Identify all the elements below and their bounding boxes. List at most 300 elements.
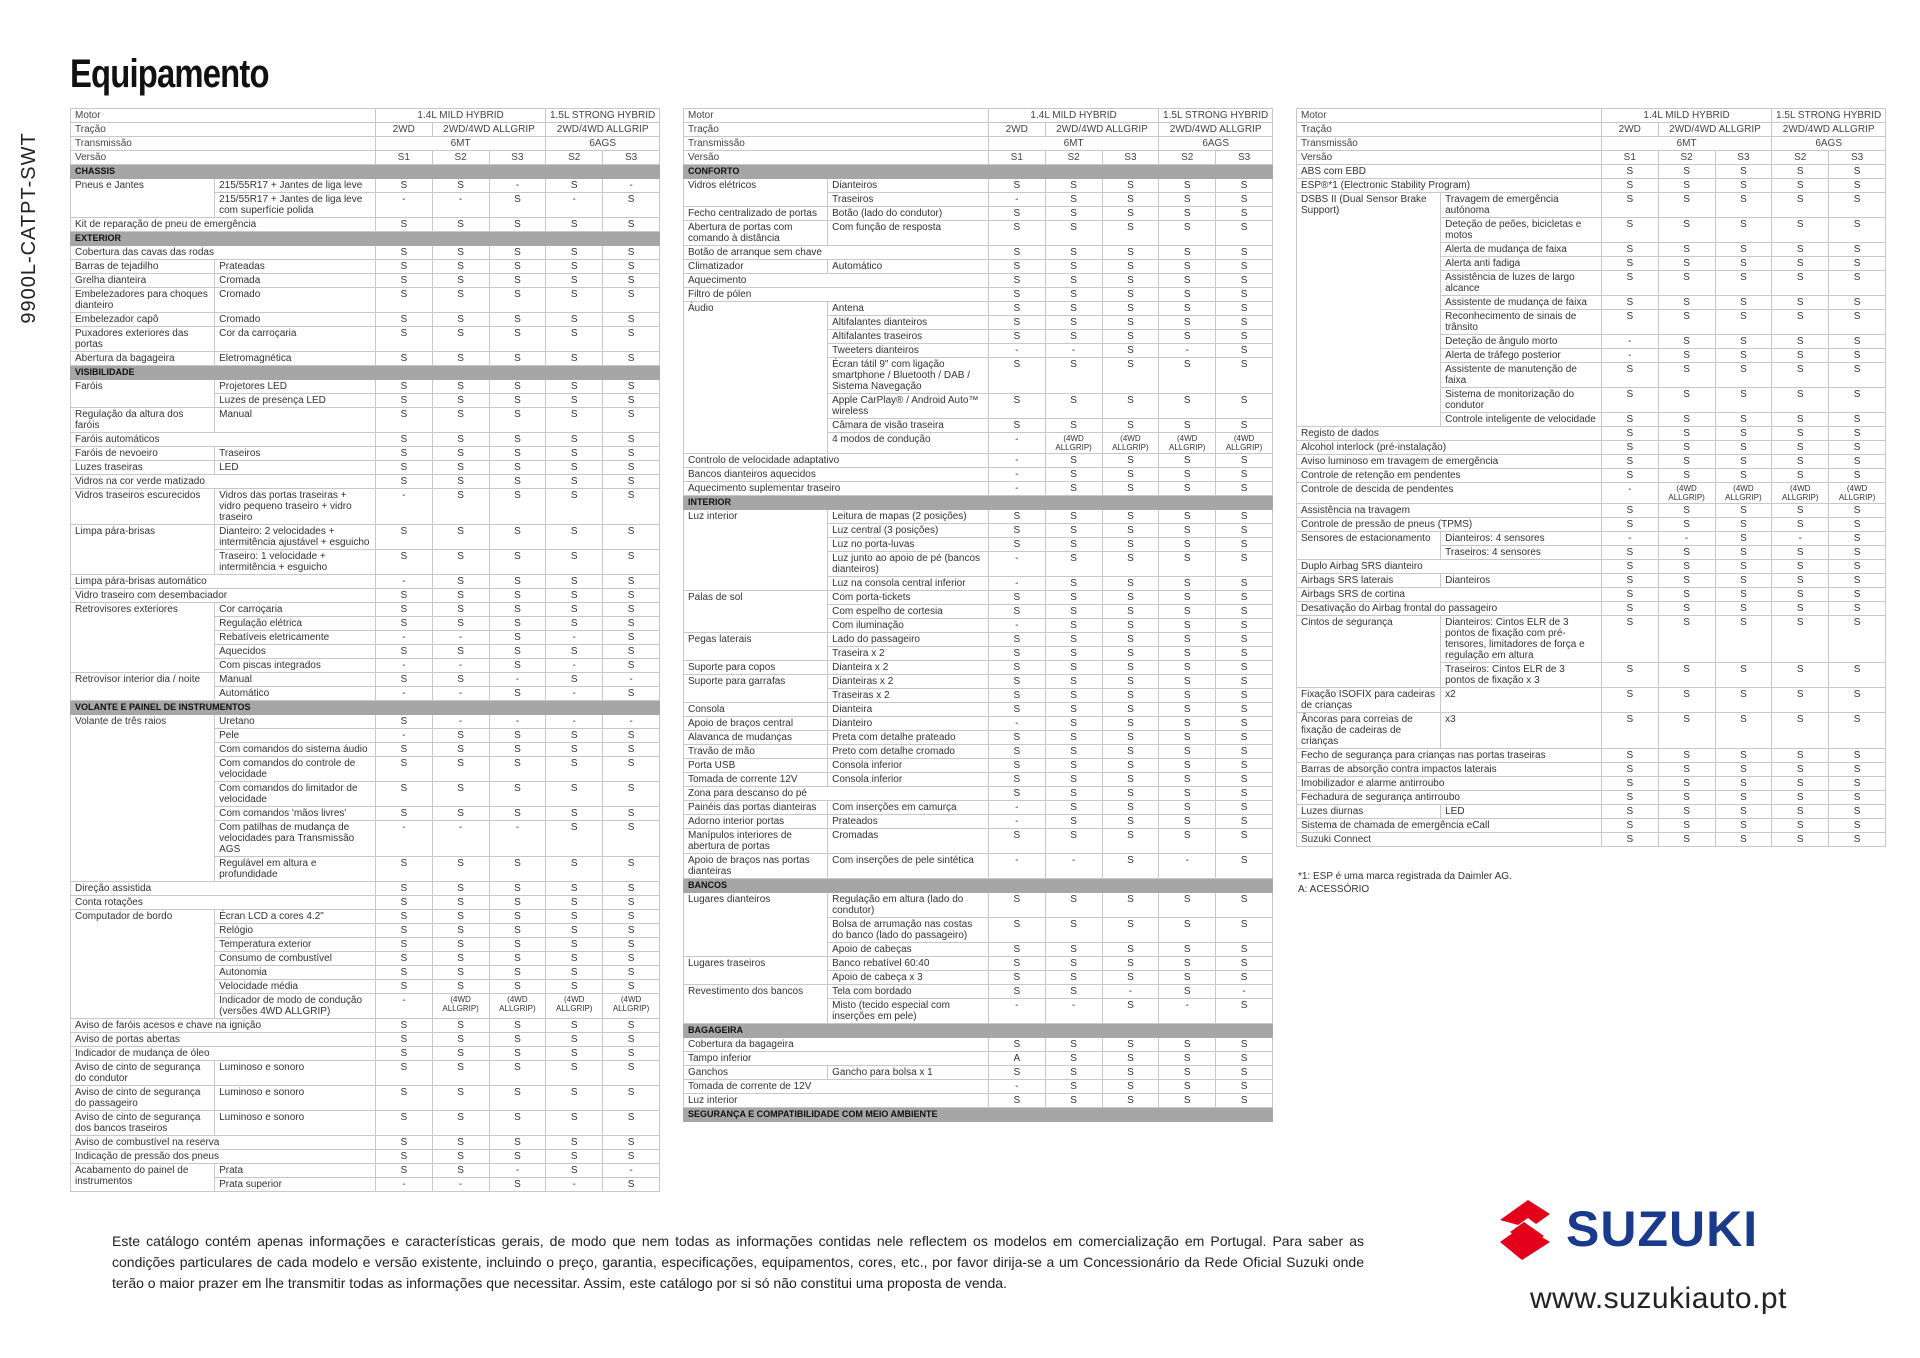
spec-value: S [1159,689,1216,703]
spec-value: S [603,687,660,701]
spec-value: S [988,829,1045,854]
spec-value: S [1045,815,1102,829]
header-row-tracao [684,123,1273,137]
spec-label: Travão de mão [684,745,828,759]
spec-value: S [1658,441,1715,455]
spec-value: S [1658,218,1715,243]
spec-value: S [1829,749,1886,763]
spec-value: S [432,617,489,631]
spec-value: S [603,857,660,882]
spec-value: S [1045,394,1102,419]
spec-label: Vidros traseiros escurecidos [71,489,215,525]
spec-value: S [1102,854,1159,879]
catalog-code-text: 9900L-CATPT-SWT [18,132,40,324]
spec-row [71,288,660,313]
spec-label: Pneus e Jantes [71,179,215,218]
spec-value: S [1216,773,1273,787]
spec-value: S [1102,454,1159,468]
spec-detail: Reconhecimento de sinais de trânsito [1441,310,1602,335]
spec-value: S [1715,310,1772,335]
spec-value: S [546,603,603,617]
spec-value: S [546,327,603,352]
spec-value: S [603,589,660,603]
spec-value: S [375,1136,432,1150]
spec-row [71,1033,660,1047]
spec-row [1297,179,1886,193]
spec-value: S [432,952,489,966]
spec-value: S [1601,257,1658,271]
header-row-motor [71,109,660,123]
section-header [684,165,1273,179]
spec-value: S [1102,344,1159,358]
spec-value: S [603,1033,660,1047]
spec-value: S [546,1136,603,1150]
spec-value: - [489,179,546,193]
spec-label: Âncoras para correias de fixação de cadeiras de crianças [1297,713,1441,749]
spec-column-3 [1296,108,1886,847]
spec-value: S [1102,971,1159,985]
spec-row [1297,441,1886,455]
spec-label: Adorno interior portas [684,815,828,829]
spec-value: - [1159,854,1216,879]
header-row-versao [1297,151,1886,165]
spec-value: S [1102,1094,1159,1108]
spec-value: S [1772,349,1829,363]
spec-value: S [1772,833,1829,847]
spec-detail: Com comandos 'mãos livres' [215,807,376,821]
spec-value: S [988,745,1045,759]
spec-value: S [603,743,660,757]
spec-value: S [1715,588,1772,602]
header-version: S2 [1159,151,1216,165]
spec-value: S [546,246,603,260]
footnotes [1298,870,1512,896]
website-url[interactable]: www.suzukiauto.pt [1530,1282,1787,1315]
spec-label: Luz interior [684,510,828,591]
spec-value: S [1216,854,1273,879]
spec-value: S [1159,207,1216,221]
spec-value: S [432,782,489,807]
spec-label: Controle de descida de pendentes [1297,483,1602,504]
header-row-tracao [71,123,660,137]
spec-label: Barras de tejadilho [71,260,215,274]
spec-value: S [432,938,489,952]
spec-detail: Autonomia [215,966,376,980]
spec-value: S [1102,918,1159,943]
spec-value: S [489,193,546,218]
spec-value: - [489,821,546,857]
spec-value: S [603,218,660,232]
spec-value: - [1601,532,1658,546]
spec-value: S [988,893,1045,918]
spec-value: S [603,1178,660,1192]
spec-value: S [1159,179,1216,193]
spec-value: S [988,207,1045,221]
spec-value: - [375,631,432,645]
spec-value: S [546,821,603,857]
spec-value: S [1102,661,1159,675]
spec-value: S [1045,454,1102,468]
spec-value: S [489,952,546,966]
spec-value: S [1601,833,1658,847]
spec-value: S [1601,388,1658,413]
spec-value: S [432,408,489,433]
spec-value: S [988,358,1045,394]
spec-value: S [1658,349,1715,363]
spec-value: - [432,631,489,645]
spec-value: S [375,1150,432,1164]
spec-value: S [1102,468,1159,482]
spec-label: Luzes diurnas [1297,805,1441,819]
spec-value: S [1772,819,1829,833]
spec-column-1 [70,108,660,1192]
spec-value: S [432,179,489,193]
spec-label: Faróis [71,380,215,408]
spec-value: S [375,327,432,352]
spec-value: S [1102,829,1159,854]
spec-value: S [1829,833,1886,847]
spec-detail: Leitura de mapas (2 posições) [828,510,989,524]
spec-value: S [489,1019,546,1033]
spec-value: S [1216,288,1273,302]
spec-detail: Automático [215,687,376,701]
spec-value: S [1216,661,1273,675]
spec-value: S [1601,296,1658,310]
header-row-versao [71,151,660,165]
spec-row [684,1038,1273,1052]
spec-value: (4WD ALLGRIP) [432,994,489,1019]
spec-detail: Dianteira x 2 [828,661,989,675]
spec-value: S [1045,943,1102,957]
spec-detail: Dianteira [828,703,989,717]
spec-row [71,475,660,489]
spec-value: - [603,673,660,687]
spec-value: S [1772,518,1829,532]
section-title: BAGAGEIRA [684,1024,1273,1038]
spec-value: S [1102,302,1159,316]
spec-label: Aviso luminoso em travagem de emergência [1297,455,1602,469]
spec-value: S [1045,179,1102,193]
spec-value: S [1159,1038,1216,1052]
spec-value: S [988,510,1045,524]
spec-value: S [375,896,432,910]
spec-value: S [375,807,432,821]
spec-value: S [1045,274,1102,288]
spec-value: (4WD ALLGRIP) [1715,483,1772,504]
spec-value: S [988,943,1045,957]
suzuki-s-mark-icon [1500,1200,1550,1260]
spec-value: S [375,589,432,603]
spec-value: S [1159,717,1216,731]
spec-value: S [1715,749,1772,763]
spec-value: S [432,924,489,938]
spec-detail: Traseiros [215,447,376,461]
spec-detail: Com função de resposta [828,221,989,246]
spec-value: S [603,1086,660,1111]
spec-value: S [1829,518,1886,532]
spec-value: S [1715,805,1772,819]
header-2wd: 2WD [988,123,1045,137]
spec-value: - [988,482,1045,496]
spec-label: Tomada de corrente 12V [684,773,828,787]
spec-value: S [546,550,603,575]
spec-detail: x3 [1441,713,1602,749]
spec-value: - [1601,483,1658,504]
spec-value: S [1601,243,1658,257]
spec-value: S [546,447,603,461]
spec-label: Zona para descanso do pé [684,787,989,801]
spec-value: - [375,687,432,701]
spec-value: S [1715,763,1772,777]
spec-label: Aviso de faróis acesos e chave na ignição [71,1019,376,1033]
spec-value: S [432,475,489,489]
spec-value: S [1045,703,1102,717]
spec-value: S [1772,588,1829,602]
spec-value: S [1045,633,1102,647]
spec-value: S [432,525,489,550]
spec-value: S [1601,805,1658,819]
spec-value: S [1829,427,1886,441]
spec-value: S [1102,538,1159,552]
spec-value: S [1159,394,1216,419]
spec-value: S [1045,577,1102,591]
spec-value: - [988,854,1045,879]
spec-label: Computador de bordo [71,910,215,1019]
spec-value: S [603,288,660,313]
spec-value: S [603,1150,660,1164]
spec-label: Alavanca de mudanças [684,731,828,745]
spec-detail: Traseiras x 2 [828,689,989,703]
spec-row [684,260,1273,274]
spec-value: S [546,352,603,366]
spec-detail: Luminoso e sonoro [215,1086,376,1111]
spec-value: S [1715,349,1772,363]
spec-detail: Cor da carroçaria [215,327,376,352]
spec-row [1297,819,1886,833]
spec-value: S [1829,688,1886,713]
spec-value: S [432,394,489,408]
spec-row [71,218,660,232]
spec-value: (4WD ALLGRIP) [603,994,660,1019]
section-title: BANCOS [684,879,1273,893]
spec-value: S [489,288,546,313]
spec-detail: Dianteiras x 2 [828,675,989,689]
spec-value: S [546,1061,603,1086]
footnote-esp: *1: ESP é uma marca registrada da Daimler AG. [1298,871,1512,882]
spec-value: S [1216,454,1273,468]
spec-row [71,179,660,193]
spec-value: S [1772,165,1829,179]
spec-value: S [603,910,660,924]
spec-value: S [1715,616,1772,663]
spec-value: S [1601,310,1658,335]
spec-row [684,773,1273,787]
spec-value: S [546,952,603,966]
spec-value: S [1045,985,1102,999]
spec-value: S [489,394,546,408]
spec-row [684,893,1273,918]
spec-value: S [1601,546,1658,560]
spec-value: S [1601,427,1658,441]
spec-value: S [1829,271,1886,296]
spec-detail: Indicador de modo de condução (versões 4WD ALLGRIP) [215,994,376,1019]
spec-value: S [1159,745,1216,759]
spec-value: S [1045,221,1102,246]
header-version: S3 [1829,151,1886,165]
spec-value: S [375,447,432,461]
spec-value: S [1159,605,1216,619]
spec-row [71,525,660,550]
spec-value: S [988,661,1045,675]
spec-row [684,745,1273,759]
spec-row [1297,165,1886,179]
spec-value: S [1045,971,1102,985]
header-version: S3 [1715,151,1772,165]
spec-value: S [1658,179,1715,193]
spec-detail: Com comandos do sistema áudio [215,743,376,757]
spec-value: S [1216,344,1273,358]
spec-value: S [988,689,1045,703]
spec-value: S [546,461,603,475]
spec-label: Vidro traseiro com desembaciador [71,589,376,603]
spec-row [684,179,1273,193]
spec-value: S [1715,218,1772,243]
spec-row [1297,469,1886,483]
spec-value: S [1216,591,1273,605]
spec-label: Aviso de cinto de segurança dos bancos traseiros [71,1111,215,1136]
spec-value: S [1829,469,1886,483]
spec-value: (4WD ALLGRIP) [489,994,546,1019]
spec-value: S [432,757,489,782]
spec-value: S [1216,221,1273,246]
section-title: CONFORTO [684,165,1273,179]
spec-value: S [1658,504,1715,518]
section-title: CHASSIS [71,165,660,179]
spec-value: S [1102,1080,1159,1094]
spec-value: - [603,1164,660,1178]
spec-value: S [489,938,546,952]
spec-label: Assistência na travagem [1297,504,1602,518]
spec-value: S [1216,468,1273,482]
section-header [71,165,660,179]
section-title: INTERIOR [684,496,1273,510]
spec-value: S [1102,482,1159,496]
spec-value: - [489,715,546,729]
spec-value: S [1102,207,1159,221]
spec-detail: Manual [215,408,376,433]
spec-value: S [1216,577,1273,591]
spec-row [1297,455,1886,469]
spec-value: - [489,1164,546,1178]
spec-label: Revestimento dos bancos [684,985,828,1024]
spec-value: S [375,525,432,550]
spec-label: Alcohol interlock (pré-instalação) [1297,441,1602,455]
spec-value: S [988,675,1045,689]
spec-value: S [1216,510,1273,524]
spec-row [71,352,660,366]
spec-value: - [988,468,1045,482]
spec-detail: Com porta-tickets [828,591,989,605]
header-transmissao: Transmissão [1297,137,1602,151]
spec-value: S [1829,560,1886,574]
spec-value: S [432,246,489,260]
spec-value: S [489,1111,546,1136]
header-2wd4wd-mild: 2WD/4WD ALLGRIP [1045,123,1159,137]
spec-value: S [546,857,603,882]
spec-value: S [1045,246,1102,260]
spec-value: S [1159,675,1216,689]
spec-detail: Aquecidos [215,645,376,659]
spec-label: Painéis das portas dianteiras [684,801,828,815]
spec-value: S [1601,713,1658,749]
spec-row [71,715,660,729]
spec-value: S [432,857,489,882]
spec-value: S [375,715,432,729]
spec-value: S [1216,605,1273,619]
spec-detail: Botão (lado do condutor) [828,207,989,221]
spec-value: S [1216,717,1273,731]
spec-row [684,454,1273,468]
spec-value: - [375,1178,432,1192]
spec-value: S [1772,257,1829,271]
header-2wd4wd-strong: 2WD/4WD ALLGRIP [1772,123,1886,137]
spec-value: S [375,645,432,659]
spec-value: S [1045,1038,1102,1052]
spec-detail: Dianteiros: 4 sensores [1441,532,1602,546]
spec-value: S [1216,538,1273,552]
spec-value: S [1772,243,1829,257]
spec-value: S [1216,619,1273,633]
spec-value: S [1829,546,1886,560]
section-header [71,366,660,380]
spec-value: S [1216,179,1273,193]
spec-value: - [432,687,489,701]
spec-value: S [1658,805,1715,819]
spec-label: Palas de sol [684,591,828,633]
spec-value: S [432,550,489,575]
spec-value: S [603,380,660,394]
spec-value: S [1102,260,1159,274]
spec-value: S [988,316,1045,330]
spec-value: - [1772,532,1829,546]
spec-row [71,489,660,525]
spec-value: - [375,575,432,589]
spec-value: S [1102,274,1159,288]
spec-detail: Cor carroçaria [215,603,376,617]
spec-value: S [1772,455,1829,469]
spec-value: S [603,525,660,550]
header-version: S3 [1216,151,1273,165]
spec-value: S [1715,819,1772,833]
spec-value: S [1159,552,1216,577]
spec-value: S [1216,971,1273,985]
spec-value: S [489,896,546,910]
spec-value: S [1772,574,1829,588]
spec-value: S [1601,193,1658,218]
spec-value: S [1045,538,1102,552]
spec-detail: Misto (tecido especial com inserções em pele) [828,999,989,1024]
spec-value: S [1102,358,1159,394]
spec-value: S [432,489,489,525]
spec-value: S [1159,274,1216,288]
spec-label: Lugares dianteiros [684,893,828,957]
spec-row [684,703,1273,717]
spec-value: S [1715,257,1772,271]
spec-value: S [603,782,660,807]
spec-detail: Écran LCD a cores 4.2" [215,910,376,924]
spec-row [684,957,1273,971]
spec-row [1297,777,1886,791]
